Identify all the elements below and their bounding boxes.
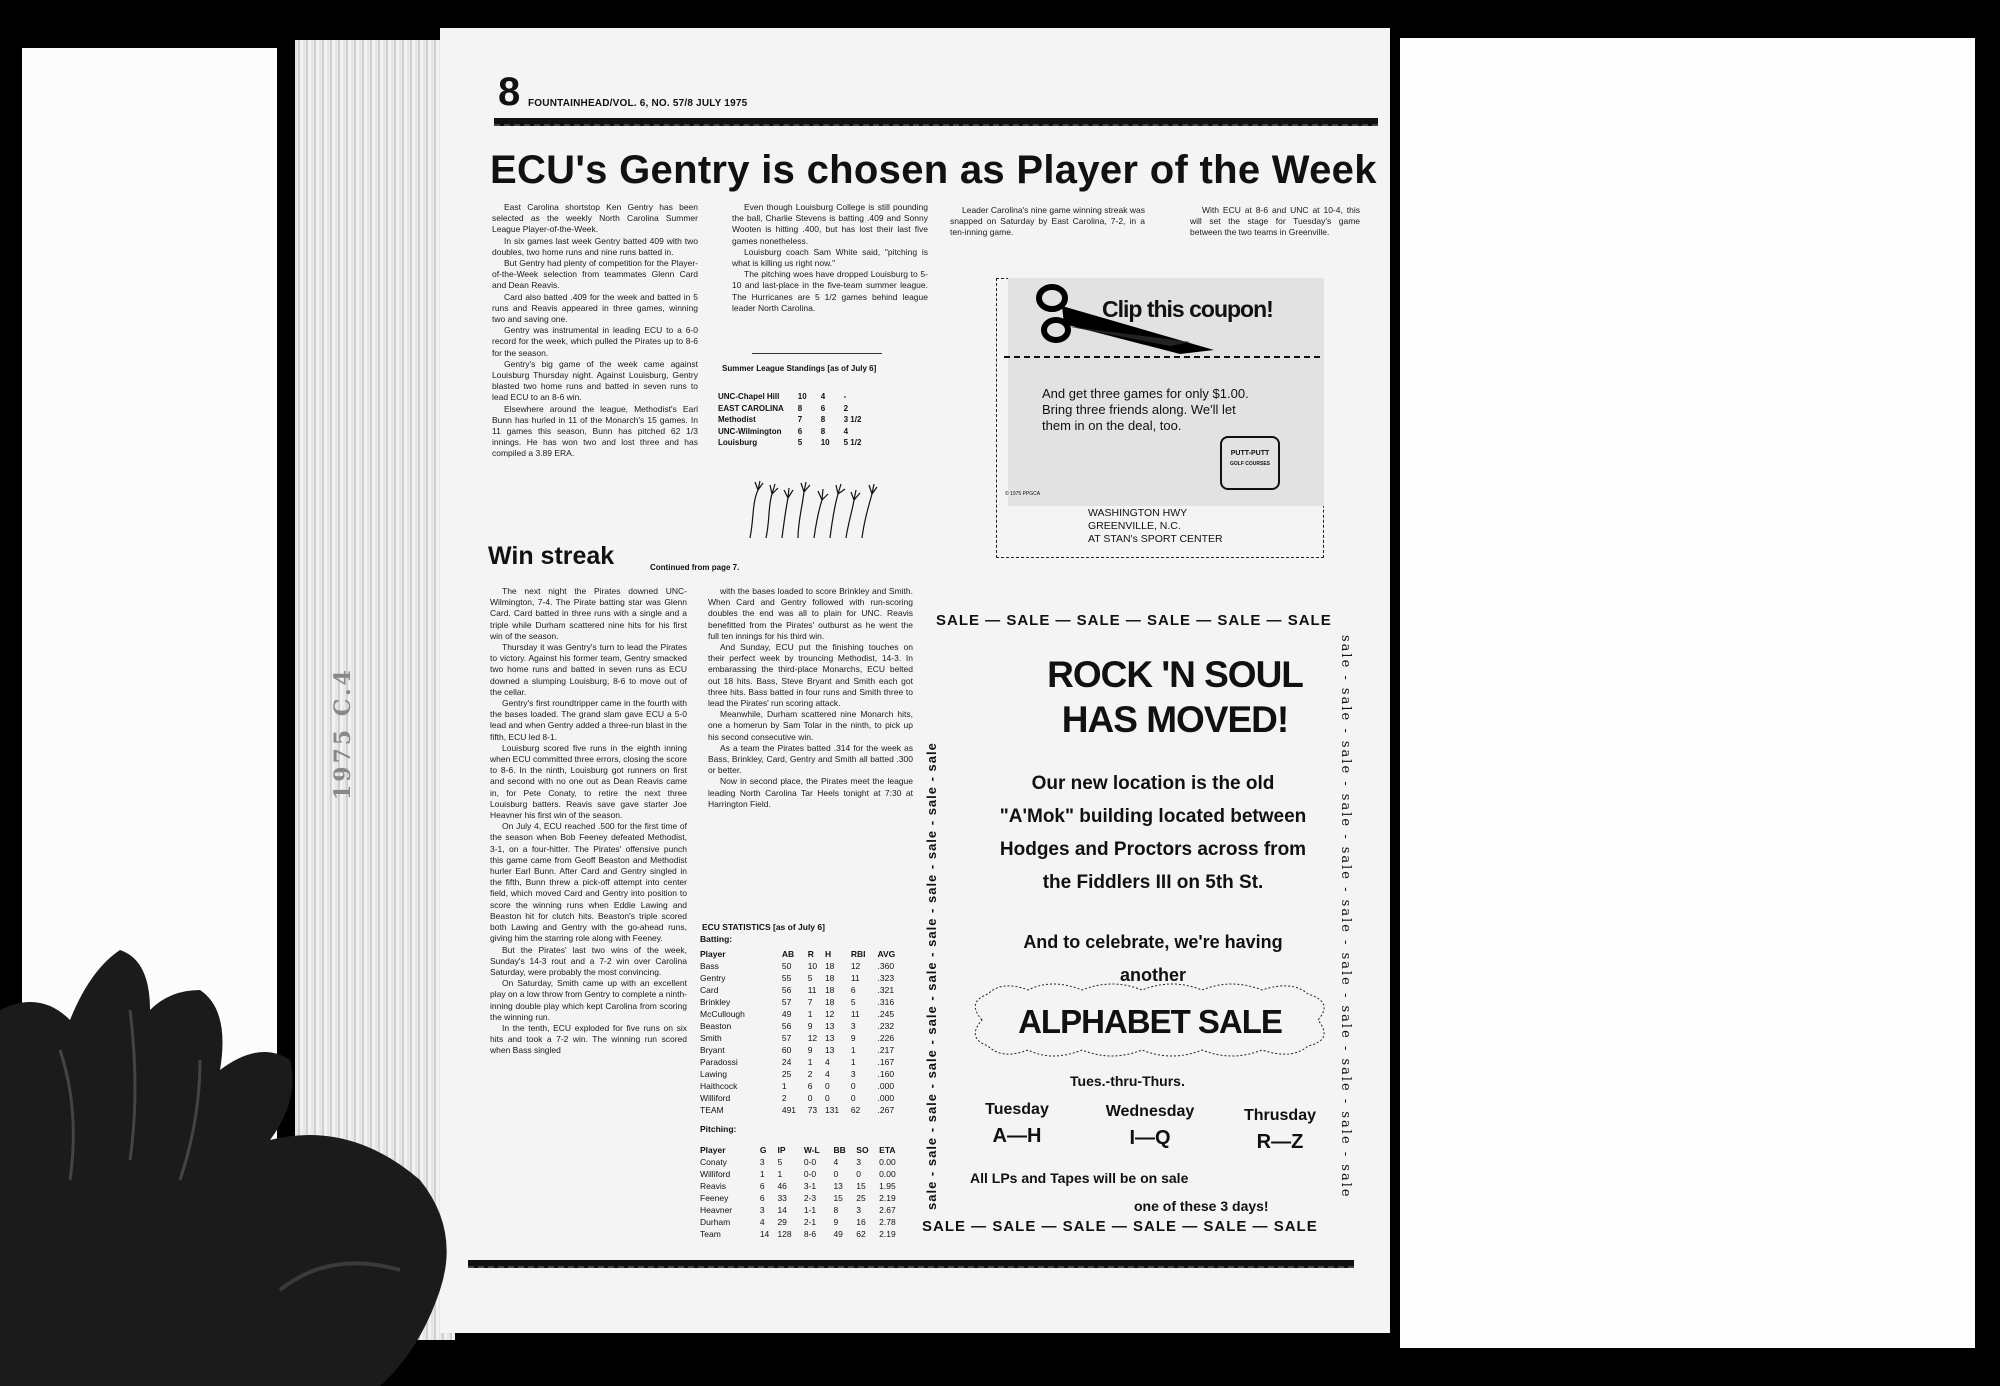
- standings-value: 4: [843, 426, 849, 436]
- batting-header-row: [700, 948, 910, 960]
- stat-value: 4: [824, 1069, 830, 1079]
- standings-row: [718, 426, 865, 438]
- player-name: Reavis: [700, 1181, 726, 1191]
- player-name: Feeney: [700, 1193, 729, 1203]
- copyright-note: © 1975 PPGCA: [1005, 491, 1041, 497]
- standings-row: [718, 403, 865, 415]
- stat-value: 1: [850, 1057, 856, 1067]
- stat-value: 1: [781, 1081, 787, 1091]
- stat-value: 1: [807, 1009, 813, 1019]
- putt-putt-logo: [1220, 436, 1280, 490]
- stat-value: 1: [850, 1045, 856, 1055]
- cut-line: [1004, 356, 1320, 358]
- logo-text: PUTT-PUTT: [1230, 450, 1270, 457]
- paragraph: Louisburg scored five runs in the eighth inning when ECU committed three errors, closing the score to 8-6. In the ninth, Louisburg got runners on first and second with no one out as Dean Reavis came in, for Pete Conaty, to retire the next three Louisburg batters. Reavis save gave starter Joe Heavner his first win of the season.: [490, 742, 687, 821]
- standings-value: 4: [820, 392, 826, 401]
- stat-value: 25: [781, 1069, 792, 1079]
- stat-value: 18: [824, 985, 835, 995]
- player-name: Williford: [700, 1093, 731, 1103]
- stat-value: 0: [833, 1169, 839, 1179]
- paragraph: With ECU at 8-6 and UNC at 10-4, this will set the stage for Tuesday's game between the two teams in Greenville.: [1190, 205, 1360, 238]
- celebrate-line: And to celebrate, we're having: [1023, 932, 1283, 952]
- stat-value: 62: [850, 1105, 861, 1115]
- stat-value: .226: [877, 1033, 895, 1043]
- stat-value: 18: [824, 961, 835, 971]
- coupon-address: [1088, 507, 1223, 546]
- standings-title: Summer League Standings [as of July 6]: [722, 364, 877, 373]
- batting-row: [700, 996, 910, 1008]
- stat-value: 33: [777, 1193, 787, 1203]
- ecu-statistics: [700, 922, 910, 1240]
- column-header: AVG: [877, 949, 896, 959]
- story-column-2: [732, 202, 928, 314]
- stat-value: 13: [833, 1181, 843, 1191]
- standings-value: 8: [820, 426, 826, 436]
- standings-value: 2: [843, 403, 849, 413]
- sale-border-left: sale - sale - sale - sale - sale - sale - sale - sale - sale - sale - sale: [924, 742, 939, 1210]
- stat-value: .316: [877, 997, 895, 1007]
- stat-value: 25: [856, 1193, 866, 1203]
- stat-value: 2.67: [879, 1205, 896, 1215]
- logo-subtext: GOLF COURSES: [1229, 461, 1270, 467]
- stat-value: 3: [850, 1069, 856, 1079]
- stat-value: 0-0: [803, 1157, 817, 1167]
- stat-value: 2.78: [879, 1217, 896, 1227]
- stat-value: 12: [807, 1033, 818, 1043]
- paragraph: The pitching woes have dropped Louisburg to 5-10 and last-place in the five-team summer league. The Hurricanes are 5 1/2 games behind league leader North Carolina.: [732, 269, 928, 313]
- celebrate-line: another: [1119, 965, 1186, 985]
- pitching-row: [700, 1204, 910, 1216]
- player-name: Team: [700, 1229, 721, 1239]
- stat-value: 0: [856, 1169, 862, 1179]
- divider: [752, 353, 882, 354]
- standings-value: 5: [797, 438, 803, 447]
- stat-value: 18: [824, 997, 835, 1007]
- pitching-header-row: [700, 1144, 910, 1156]
- stats-title: ECU STATISTICS [as of July 6]: [702, 922, 825, 932]
- letter-range: A—H: [992, 1125, 1042, 1147]
- stat-value: 57: [781, 997, 792, 1007]
- batting-row: [700, 984, 910, 996]
- paragraph: Thursday it was Gentry's turn to lead the Pirates to victory. Against his former team, Gentry smacked two home runs and batted in seven runs as ECU downed a slumping Louisburg, 8-6 to move out of the cellar.: [490, 642, 687, 697]
- stat-value: 18: [824, 973, 835, 983]
- paragraph: Louisburg coach Sam White said, "pitching is what is killing us right now.": [732, 246, 928, 269]
- stat-value: 16: [856, 1217, 866, 1227]
- coupon-line: And get three games for only $1.00.: [1042, 386, 1249, 401]
- stat-value: 5: [777, 1157, 783, 1167]
- ad-headline: [1010, 652, 1340, 742]
- stat-value: 9: [833, 1217, 839, 1227]
- stat-value: 0: [807, 1093, 813, 1103]
- batting-row: [700, 972, 910, 984]
- stat-value: 7: [807, 997, 813, 1007]
- player-name: Lawing: [700, 1069, 727, 1079]
- stat-value: 14: [777, 1205, 787, 1215]
- day-wednesday: [1090, 1100, 1210, 1153]
- stat-value: .167: [877, 1057, 895, 1067]
- stat-value: 12: [850, 961, 861, 971]
- bottom-rule: [468, 1260, 1354, 1268]
- pitching-row: [700, 1156, 910, 1168]
- stat-value: 14: [759, 1229, 770, 1239]
- continued-note: Continued from page 7.: [650, 563, 740, 572]
- stat-value: 56: [781, 1021, 792, 1031]
- column-header: BB: [833, 1145, 846, 1155]
- paragraph: Card also batted .409 for the week and batted in 5 runs and Reavis appeared in three games, winning two and saving one.: [492, 291, 698, 325]
- top-rule: [494, 118, 1378, 126]
- stat-value: 13: [824, 1045, 835, 1055]
- stat-value: 0: [824, 1081, 830, 1091]
- batting-row: [700, 1092, 910, 1104]
- address-line: AT STAN's SPORT CENTER: [1088, 533, 1223, 545]
- paragraph: Gentry was instrumental in leading ECU to a 6-0 record for the week, which pulled the Pirates up to 8-6 for the season.: [492, 325, 698, 358]
- address-line: WASHINGTON HWY: [1088, 507, 1188, 519]
- stat-value: .321: [877, 985, 895, 995]
- standings-value: 6: [820, 403, 826, 413]
- day-name: Thrusday: [1243, 1107, 1316, 1124]
- address-line: GREENVILLE, N.C.: [1088, 520, 1181, 532]
- batting-label: Batting:: [700, 934, 733, 944]
- standings-value: -: [843, 392, 847, 401]
- column-header: Player: [700, 949, 726, 959]
- team-name: Methodist: [718, 415, 756, 424]
- column-header: AB: [781, 949, 795, 959]
- coupon-offer: [1042, 386, 1312, 434]
- stat-value: 8-6: [803, 1229, 817, 1239]
- paragraph: But the Pirates' last two wins of the week, Sunday's 14-3 rout and a 7-2 win over Carolina Saturday, were probably the most convincing.: [490, 944, 687, 977]
- stat-value: 9: [807, 1045, 813, 1055]
- player-name: Durham: [700, 1217, 731, 1227]
- stat-value: 15: [856, 1181, 866, 1191]
- batting-row: [700, 1020, 910, 1032]
- story-column-3: [950, 205, 1145, 239]
- stat-value: .217: [877, 1045, 895, 1055]
- player-name: Brinkley: [700, 997, 731, 1007]
- pitching-table: [700, 1144, 910, 1240]
- team-name: Louisburg: [718, 438, 758, 447]
- paragraph: In the tenth, ECU exploded for five runs on six hits and took a 7-2 win. The winning run scored when Bass singled: [490, 1022, 687, 1056]
- stat-value: 56: [781, 985, 792, 995]
- stat-value: .000: [877, 1093, 895, 1103]
- stat-value: 3: [759, 1205, 765, 1215]
- paragraph: And Sunday, ECU put the finishing touches on their perfect week by trouncing Methodist, 14-3. In embarassing the third-place Monarchs, ECU belted out 18 hits. Bass, Steve Bryant and Smith each got three hits. Bass batted in four runs and Smith three to lead the Pirates' run scoring attack.: [708, 642, 913, 709]
- standings-value: 7: [797, 415, 803, 424]
- stat-value: 73: [807, 1105, 818, 1115]
- stat-value: 3: [850, 1021, 856, 1031]
- stat-value: 0: [850, 1081, 856, 1091]
- coupon-line: them in on the deal, too.: [1042, 418, 1182, 433]
- stat-value: 3: [856, 1205, 862, 1215]
- player-name: Paradossi: [700, 1057, 738, 1067]
- stat-value: 24: [781, 1057, 792, 1067]
- standings-value: 8: [820, 415, 826, 424]
- batting-row: [700, 960, 910, 972]
- pitching-label: Pitching:: [700, 1124, 737, 1134]
- stat-value: 8: [833, 1205, 839, 1215]
- team-name: EAST CAROLINA: [718, 403, 784, 413]
- stat-value: 3-1: [803, 1181, 817, 1191]
- letter-range: I—Q: [1129, 1127, 1171, 1149]
- player-name: Williford: [700, 1169, 731, 1179]
- column-header: IP: [777, 1145, 786, 1155]
- stat-value: .360: [877, 961, 895, 971]
- day-name: Tuesday: [985, 1101, 1049, 1118]
- stat-value: 1: [777, 1169, 783, 1179]
- paragraph: Even though Louisburg College is still pounding the ball, Charlie Stevens is batting .409 and Sonny Wooten is hitting .400, but has lost their last five games nonetheless.: [732, 202, 928, 246]
- letter-range: R—Z: [1256, 1131, 1304, 1153]
- location-line: "A'Mok" building located between: [999, 806, 1307, 827]
- paragraph: Meanwhile, Durham scattered nine Monarch hits, one a homerun by Sam Tolar in the ninth, to pick up his second consecutive win.: [708, 709, 913, 742]
- stat-value: 3: [856, 1157, 862, 1167]
- batting-row: [700, 1032, 910, 1044]
- paragraph: Gentry's first roundtripper came in the fourth with the bases loaded. The grand slam gave ECU a 5-0 lead and when Gentry added a three-run blast in the fifth, ECU led 8-1.: [490, 698, 687, 742]
- sale-border-right: sale - sale - sale - sale - sale - sale - sale - sale - sale - sale - sale: [1338, 635, 1353, 1199]
- story-column-1: [492, 202, 698, 460]
- story-column-4: [1190, 205, 1360, 239]
- player-name: Haithcock: [700, 1081, 738, 1091]
- stat-value: 2.19: [879, 1193, 896, 1203]
- stat-value: 6: [807, 1081, 813, 1091]
- ad-headline-line: HAS MOVED!: [1061, 699, 1289, 740]
- stat-value: 9: [807, 1021, 813, 1031]
- pitching-row: [700, 1228, 910, 1240]
- stat-value: 15: [833, 1193, 843, 1203]
- stat-value: 2-1: [803, 1217, 817, 1227]
- player-name: Heavner: [700, 1205, 733, 1215]
- stat-value: 3: [759, 1157, 765, 1167]
- win-streak-column-2: [708, 586, 913, 810]
- standings-row: [718, 437, 865, 449]
- player-name: Beaston: [700, 1021, 732, 1031]
- stat-value: 9: [850, 1033, 856, 1043]
- stat-value: 46: [777, 1181, 787, 1191]
- stat-value: 131: [824, 1105, 840, 1115]
- standings-table: [718, 364, 933, 449]
- right-page-blank: [1400, 38, 1975, 1348]
- pitching-row: [700, 1216, 910, 1228]
- lps-line-1: All LPs and Tapes will be on sale: [970, 1170, 1189, 1186]
- stat-value: 491: [781, 1105, 797, 1115]
- stat-value: 0.00: [879, 1169, 896, 1179]
- standings-value: 8: [797, 403, 803, 413]
- stat-value: .000: [877, 1081, 895, 1091]
- headline-win-streak: Win streak: [488, 542, 615, 570]
- column-header: G: [759, 1145, 767, 1155]
- player-name: Conaty: [700, 1157, 727, 1167]
- stat-value: 11: [807, 985, 817, 995]
- stat-value: 60: [781, 1045, 792, 1055]
- paragraph: Leader Carolina's nine game winning streak was snapped on Saturday by East Carolina, 7-2, in a ten-inning game.: [950, 205, 1145, 238]
- column-header: Player: [700, 1145, 726, 1155]
- stat-value: 57: [781, 1033, 792, 1043]
- stat-value: 1.95: [879, 1181, 896, 1191]
- player-name: TEAM: [700, 1105, 724, 1115]
- paragraph: Elsewhere around the league, Methodist's Earl Bunn has hurled in 11 of the Monarch's 15 games. In 11 games this season, Bunn has pitched 62 1/3 innings. He has won two and lost three and has compiled a 3.89 ERA.: [492, 403, 698, 459]
- location-line: the Fiddlers III on 5th St.: [1042, 872, 1264, 893]
- column-header: RBI: [850, 949, 866, 959]
- stat-value: 6: [759, 1181, 765, 1191]
- player-name: Smith: [700, 1033, 722, 1043]
- paragraph: with the bases loaded to score Brinkley and Smith. When Card and Gentry followed with run-scoring doubles the end was all to plain for UNC. Reavis benefitted from the Pirates' outburst as he went the full ten innings for his third win.: [708, 586, 913, 641]
- standings-value: 6: [797, 426, 803, 436]
- stat-value: .267: [877, 1105, 895, 1115]
- paragraph: But Gentry had plenty of competition for the Player-of-the-Week selection from teammates Glenn Card and Dean Reavis.: [492, 258, 698, 291]
- issue-line: FOUNTAINHEAD/VOL. 6, NO. 57/8 JULY 1975: [528, 98, 748, 109]
- headline-player-of-week: ECU's Gentry is chosen as Player of the Week: [490, 148, 1377, 192]
- stat-value: 11: [850, 1009, 860, 1019]
- standings-value: 3 1/2: [843, 415, 862, 424]
- new-location: [958, 767, 1348, 899]
- stat-value: 50: [781, 961, 792, 971]
- player-name: Card: [700, 985, 719, 995]
- player-name: Bass: [700, 961, 719, 971]
- alphabet-sale-title: ALPHABET SALE: [1018, 1003, 1282, 1040]
- stat-value: .245: [877, 1009, 895, 1019]
- paragraph: Gentry's big game of the week came against Louisburg Thursday night. Against Louisburg, Gentry blasted two home runs and batted in seven runs to lead ECU to an 8-6 win.: [492, 358, 698, 403]
- column-header: H: [824, 949, 832, 959]
- stat-value: 4: [833, 1157, 839, 1167]
- stat-value: 128: [777, 1229, 792, 1239]
- stat-value: 1-1: [803, 1205, 817, 1215]
- day-tuesday: [972, 1098, 1062, 1151]
- stat-value: 2-3: [803, 1193, 817, 1203]
- coupon-line: Bring three friends along. We'll let: [1042, 402, 1236, 417]
- paragraph: In six games last week Gentry batted 409 with two doubles, two home runs and nine runs batted in.: [492, 235, 698, 257]
- player-name: Bryant: [700, 1045, 725, 1055]
- paragraph: On Saturday, Smith came up with an excellent play on a low throw from Gentry to complete a ninth-inning double play which kept Carolina from scoring the winning run.: [490, 978, 688, 1022]
- team-name: UNC-Wilmington: [718, 426, 782, 436]
- player-name: Gentry: [700, 973, 726, 983]
- stat-value: 2: [781, 1093, 787, 1103]
- column-header: SO: [856, 1145, 869, 1155]
- stat-value: .160: [877, 1069, 895, 1079]
- paragraph: The next night the Pirates downed UNC-Wilmington, 7-4. The Pirate batting star was Glenn Card. Card batted in three runs with a single and a triple while Durham scattered nine hits for his first win of the season.: [490, 586, 687, 641]
- stat-value: 13: [824, 1021, 835, 1031]
- team-name: UNC-Chapel Hill: [718, 392, 780, 401]
- batting-row: [700, 1068, 910, 1080]
- stat-value: 5: [807, 973, 813, 983]
- stat-value: 1: [759, 1169, 765, 1179]
- batting-row: [700, 1080, 910, 1092]
- days-range: Tues.-thru-Thurs.: [1070, 1073, 1185, 1089]
- column-header: ETA: [879, 1145, 896, 1155]
- stat-value: 11: [850, 973, 860, 983]
- stat-value: .323: [877, 973, 895, 983]
- stat-value: 6: [759, 1193, 765, 1203]
- raised-hands-illustration: [748, 478, 880, 540]
- batting-table: [700, 948, 910, 1116]
- stat-value: 2.19: [879, 1229, 896, 1239]
- stat-value: 10: [807, 961, 818, 971]
- stat-value: .232: [877, 1021, 895, 1031]
- page-number: 8: [498, 70, 521, 114]
- standings-value: 10: [820, 438, 830, 447]
- batting-row: [700, 1104, 910, 1116]
- paragraph: On July 4, ECU reached .500 for the first time of the season when Bob Feeney defeated Methodist, 3-1, on a four-hitter. The Pirates' offensive punch this game came from Geoff Beaston and Methodist hurler Earl Bunn. After Card and Gentry singled in the fifth, Bunn threw a pick-off attempt into center field, which moved Card and Gentry into position to score the winning runs when Eddie Lawing and Beaston hit for clutch hits. Beaston's triple scored both Lawing and Gentry with the go-ahead runs, giving him the starring role along with Feeney.: [490, 821, 687, 944]
- pitching-row: [700, 1168, 910, 1180]
- paragraph: Now in second place, the Pirates meet the league leading North Carolina Tar Heels tonight at 7:30 at Harrington Field.: [708, 776, 913, 809]
- stat-value: 12: [824, 1009, 835, 1019]
- lps-line-2: one of these 3 days!: [1134, 1198, 1269, 1214]
- stat-value: 5: [850, 997, 856, 1007]
- pitching-row: [700, 1192, 910, 1204]
- location-line: Our new location is the old: [1031, 773, 1275, 794]
- day-name: Wednesday: [1105, 1103, 1195, 1120]
- standings-value: 5 1/2: [843, 438, 862, 447]
- stat-value: 4: [824, 1057, 830, 1067]
- stat-value: 0.00: [879, 1157, 896, 1167]
- paragraph: As a team the Pirates batted .314 for the week as Bass, Brinkley, Card, Gentry and Smith all batted .300 or better.: [708, 742, 913, 776]
- stat-value: 1: [807, 1057, 813, 1067]
- win-streak-column-1: [490, 586, 687, 1057]
- stat-value: 0: [850, 1093, 856, 1103]
- standings-value: 10: [797, 392, 807, 401]
- pitching-row: [700, 1180, 910, 1192]
- location-line: Hodges and Proctors across from: [999, 839, 1307, 860]
- player-name: McCullough: [700, 1009, 745, 1019]
- standings-row: [718, 391, 865, 403]
- stat-value: 29: [777, 1217, 787, 1227]
- stat-value: 62: [856, 1229, 866, 1239]
- stat-value: 49: [833, 1229, 843, 1239]
- paragraph: East Carolina shortstop Ken Gentry has been selected as the weekly North Carolina Summer League Player-of-the-Week.: [492, 202, 698, 235]
- batting-row: [700, 1056, 910, 1068]
- stat-value: 6: [850, 985, 856, 995]
- sale-border-bottom: SALE — SALE — SALE — SALE — SALE — SALE: [922, 1218, 1318, 1235]
- stat-value: 2: [807, 1069, 813, 1079]
- stat-value: 55: [781, 973, 792, 983]
- column-header: W-L: [803, 1145, 820, 1155]
- column-header: R: [807, 949, 814, 959]
- batting-row: [700, 1008, 910, 1020]
- batting-row: [700, 1044, 910, 1056]
- stat-value: 13: [824, 1033, 835, 1043]
- spine-label: 1975 C.4: [330, 667, 356, 800]
- stat-value: 4: [759, 1217, 765, 1227]
- sale-border-top: SALE — SALE — SALE — SALE — SALE — SALE: [936, 612, 1332, 629]
- stat-value: 0: [824, 1093, 830, 1103]
- day-thursday: [1230, 1104, 1330, 1157]
- coupon-title: Clip this coupon!: [1102, 296, 1273, 322]
- stat-value: 0-0: [803, 1169, 817, 1179]
- standings-row: [718, 414, 865, 426]
- stat-value: 49: [781, 1009, 792, 1019]
- ad-headline-line: ROCK 'N SOUL: [1047, 654, 1303, 695]
- hand-photo: [0, 950, 460, 1386]
